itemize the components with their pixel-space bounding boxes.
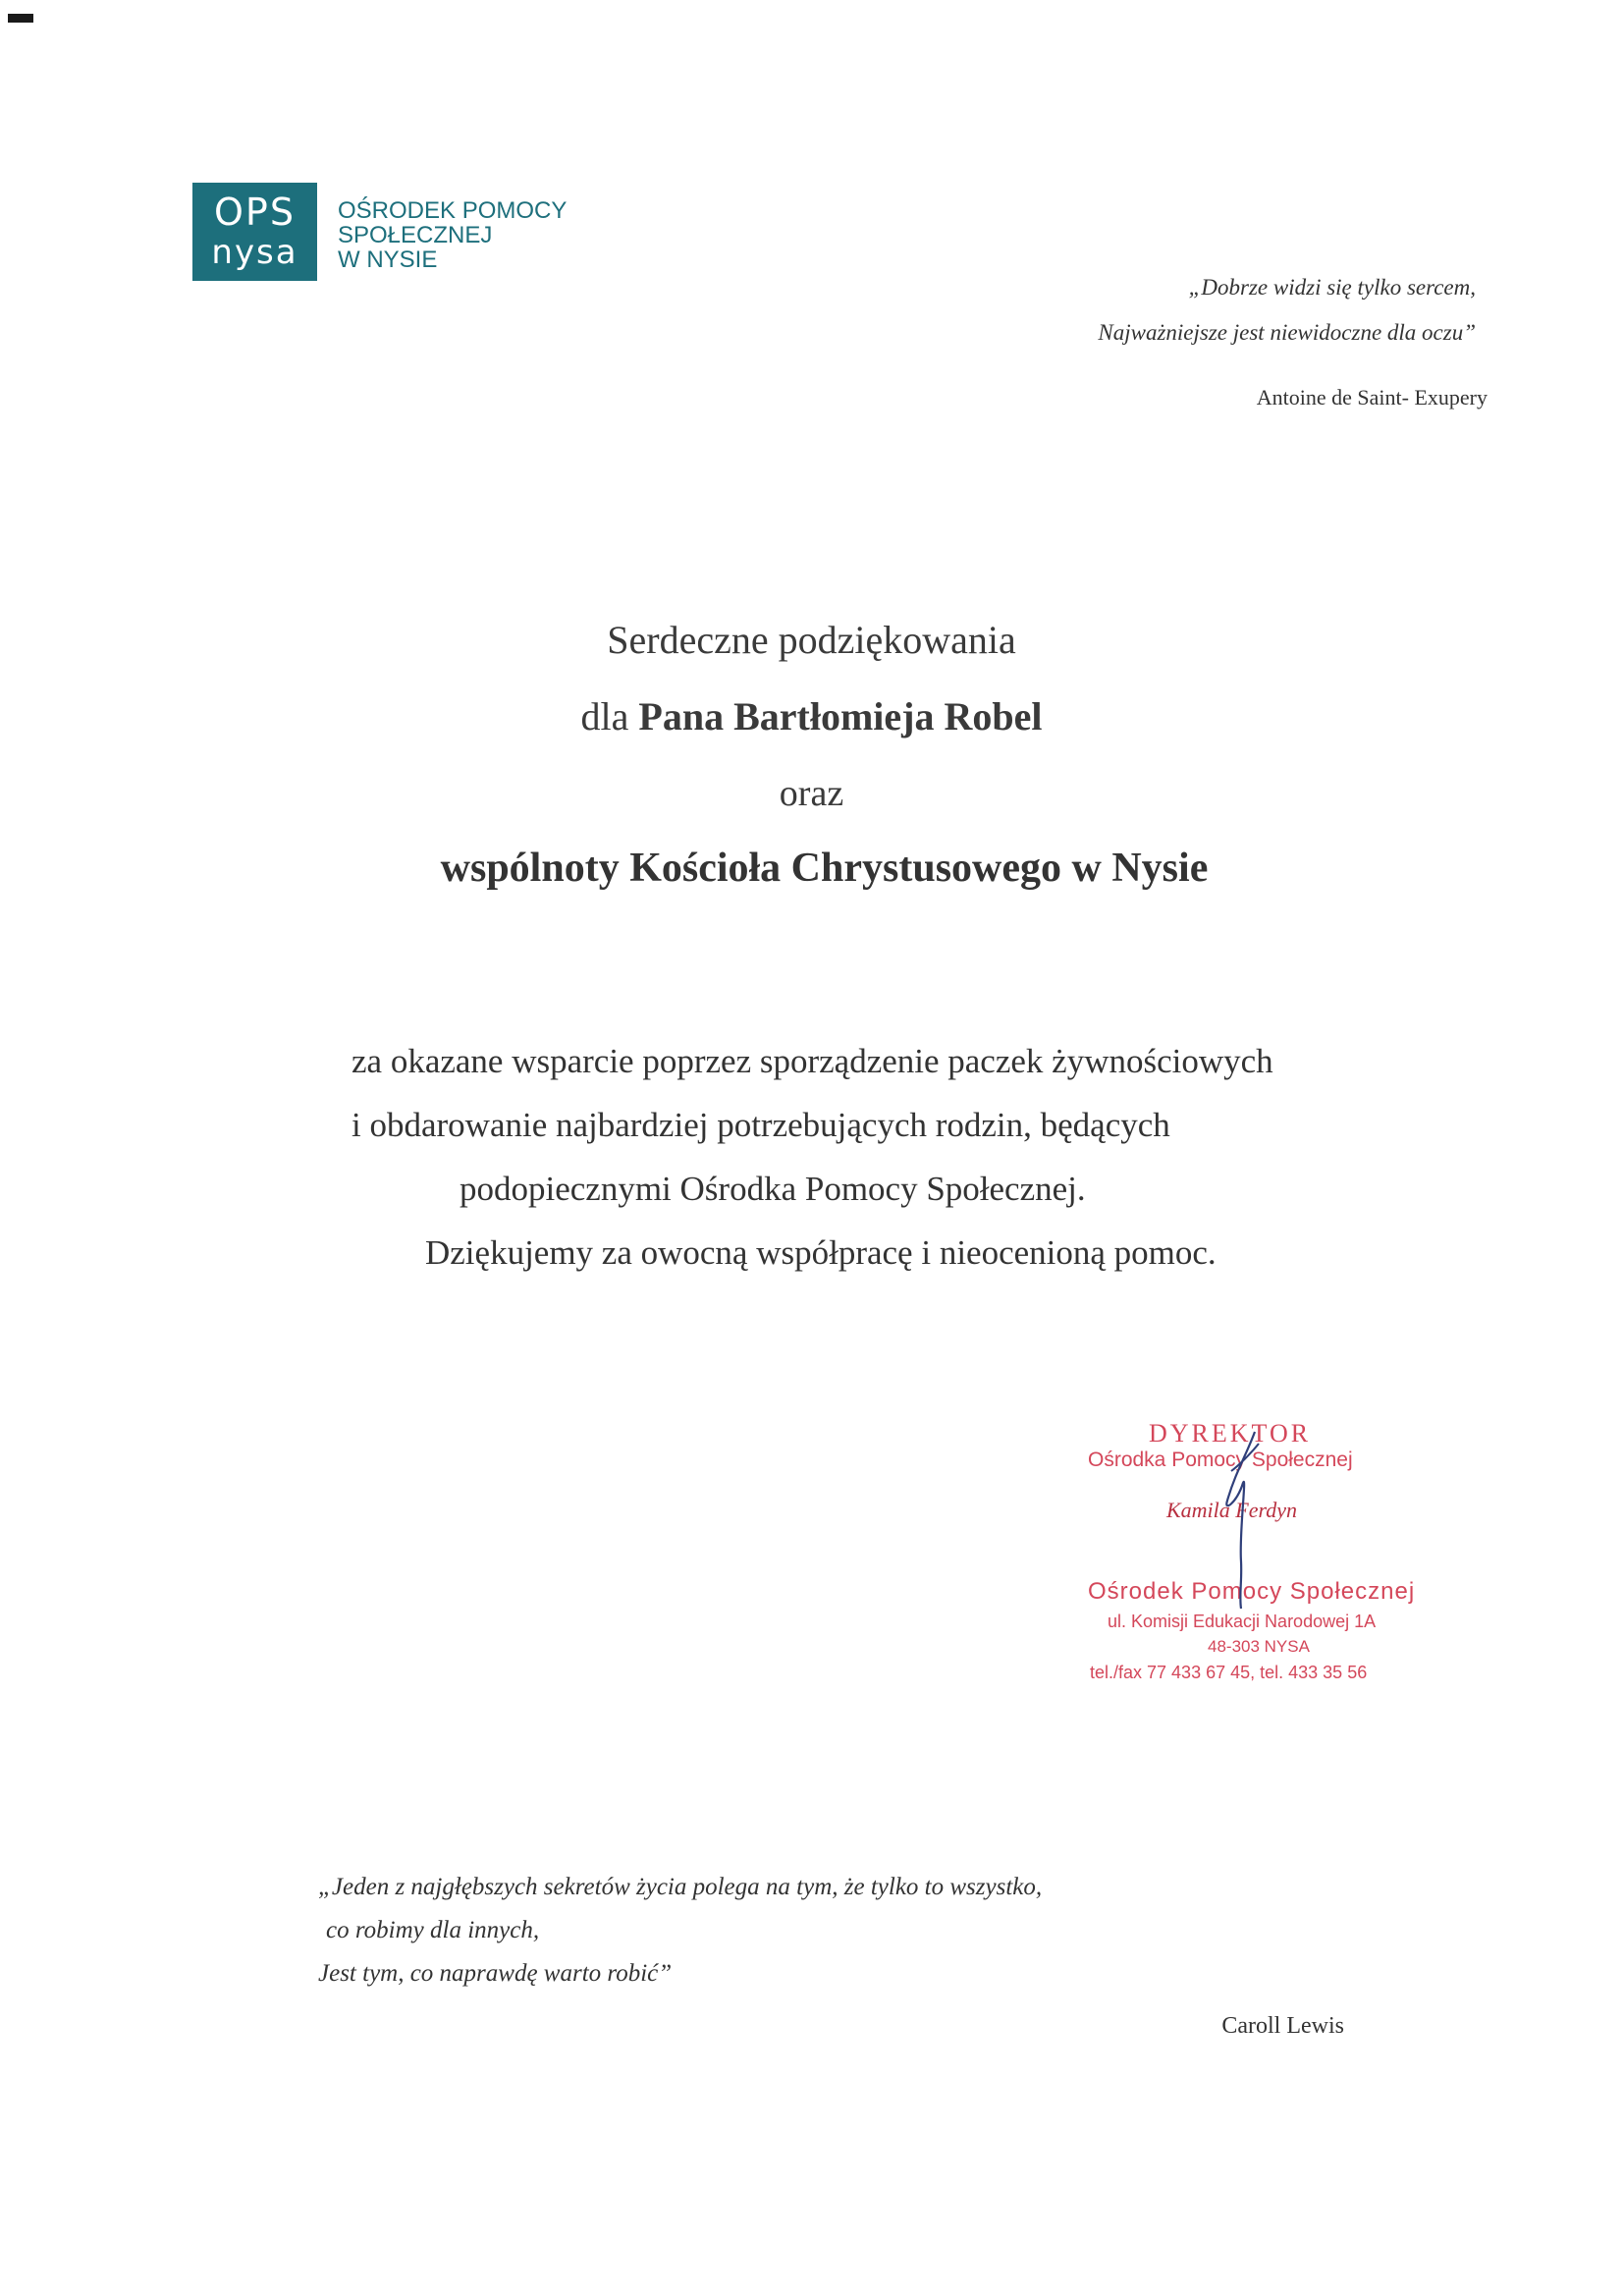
closing-quote-author: Caroll Lewis bbox=[1221, 2013, 1344, 2039]
title-line-2-prefix: dla bbox=[580, 694, 639, 738]
body-line-1: za okazane wsparcie poprzez sporządzenie paczek żywnościowych bbox=[352, 1042, 1273, 1080]
stamp-address-street: ul. Komisji Edukacji Narodowej 1A bbox=[1108, 1612, 1377, 1631]
body-line-2: i obdarowanie najbardziej potrzebujących rodzin, będących bbox=[352, 1106, 1170, 1144]
recipient-community: wspólnoty Kościoła Chrystusowego w Nysie bbox=[440, 846, 1209, 891]
stamp-address-city: 48-303 NYSA bbox=[1208, 1637, 1310, 1656]
org-name-line-1: OŚRODEK POMOCY bbox=[338, 197, 568, 224]
scan-corner-mark bbox=[8, 14, 33, 23]
handwritten-signature bbox=[1129, 1414, 1325, 1611]
logo-line-1: OPS bbox=[214, 191, 296, 234]
epigraph-author: Antoine de Saint- Exupery bbox=[1256, 385, 1488, 410]
org-name-line-3: W NYSIE bbox=[338, 246, 438, 273]
body-line-3: podopiecznymi Ośrodka Pomocy Społecznej. bbox=[460, 1170, 1086, 1208]
logo-line-2: nysa bbox=[211, 233, 298, 272]
epigraph-line-1: „Dobrze widzi się tylko sercem, bbox=[1188, 275, 1476, 300]
epigraph-line-2: Najważniejsze jest niewidoczne dla oczu” bbox=[1098, 320, 1476, 345]
stamp-name: Kamila Ferdyn bbox=[1166, 1498, 1297, 1522]
stamp-address-phone: tel./fax 77 433 67 45, tel. 433 35 56 bbox=[1090, 1663, 1368, 1682]
epigraph-quote bbox=[1098, 265, 1476, 355]
closing-quote-line-3: Jest tym, co naprawdę warto robić” bbox=[318, 1960, 673, 1987]
stamp-org: Ośrodka Pomocy Społecznej bbox=[1088, 1449, 1353, 1471]
closing-quote-line-2: co robimy dla innych, bbox=[326, 1917, 540, 1943]
title-line-1: Serdeczne podziękowania bbox=[607, 618, 1016, 662]
closing-quote bbox=[318, 1866, 1042, 1995]
stamp-title: DYREKTOR bbox=[1149, 1419, 1312, 1448]
org-name bbox=[338, 198, 567, 272]
org-name-line-2: SPOŁECZNEJ bbox=[338, 222, 493, 248]
closing-quote-line-1: „Jeden z najgłębszych sekretów życia polega na tym, że tylko to wszystko, bbox=[318, 1874, 1043, 1900]
title-line-3: oraz bbox=[779, 773, 844, 814]
ops-logo bbox=[192, 183, 317, 281]
body-line-4: Dziękujemy za owocną współpracę i nieocenioną pomoc. bbox=[425, 1233, 1217, 1272]
stamp-address-org: Ośrodek Pomocy Społecznej bbox=[1088, 1578, 1416, 1605]
recipient-name: Pana Bartłomieja Robel bbox=[638, 694, 1043, 738]
title-line-2 bbox=[0, 693, 1623, 739]
body-text bbox=[352, 1029, 1471, 1285]
